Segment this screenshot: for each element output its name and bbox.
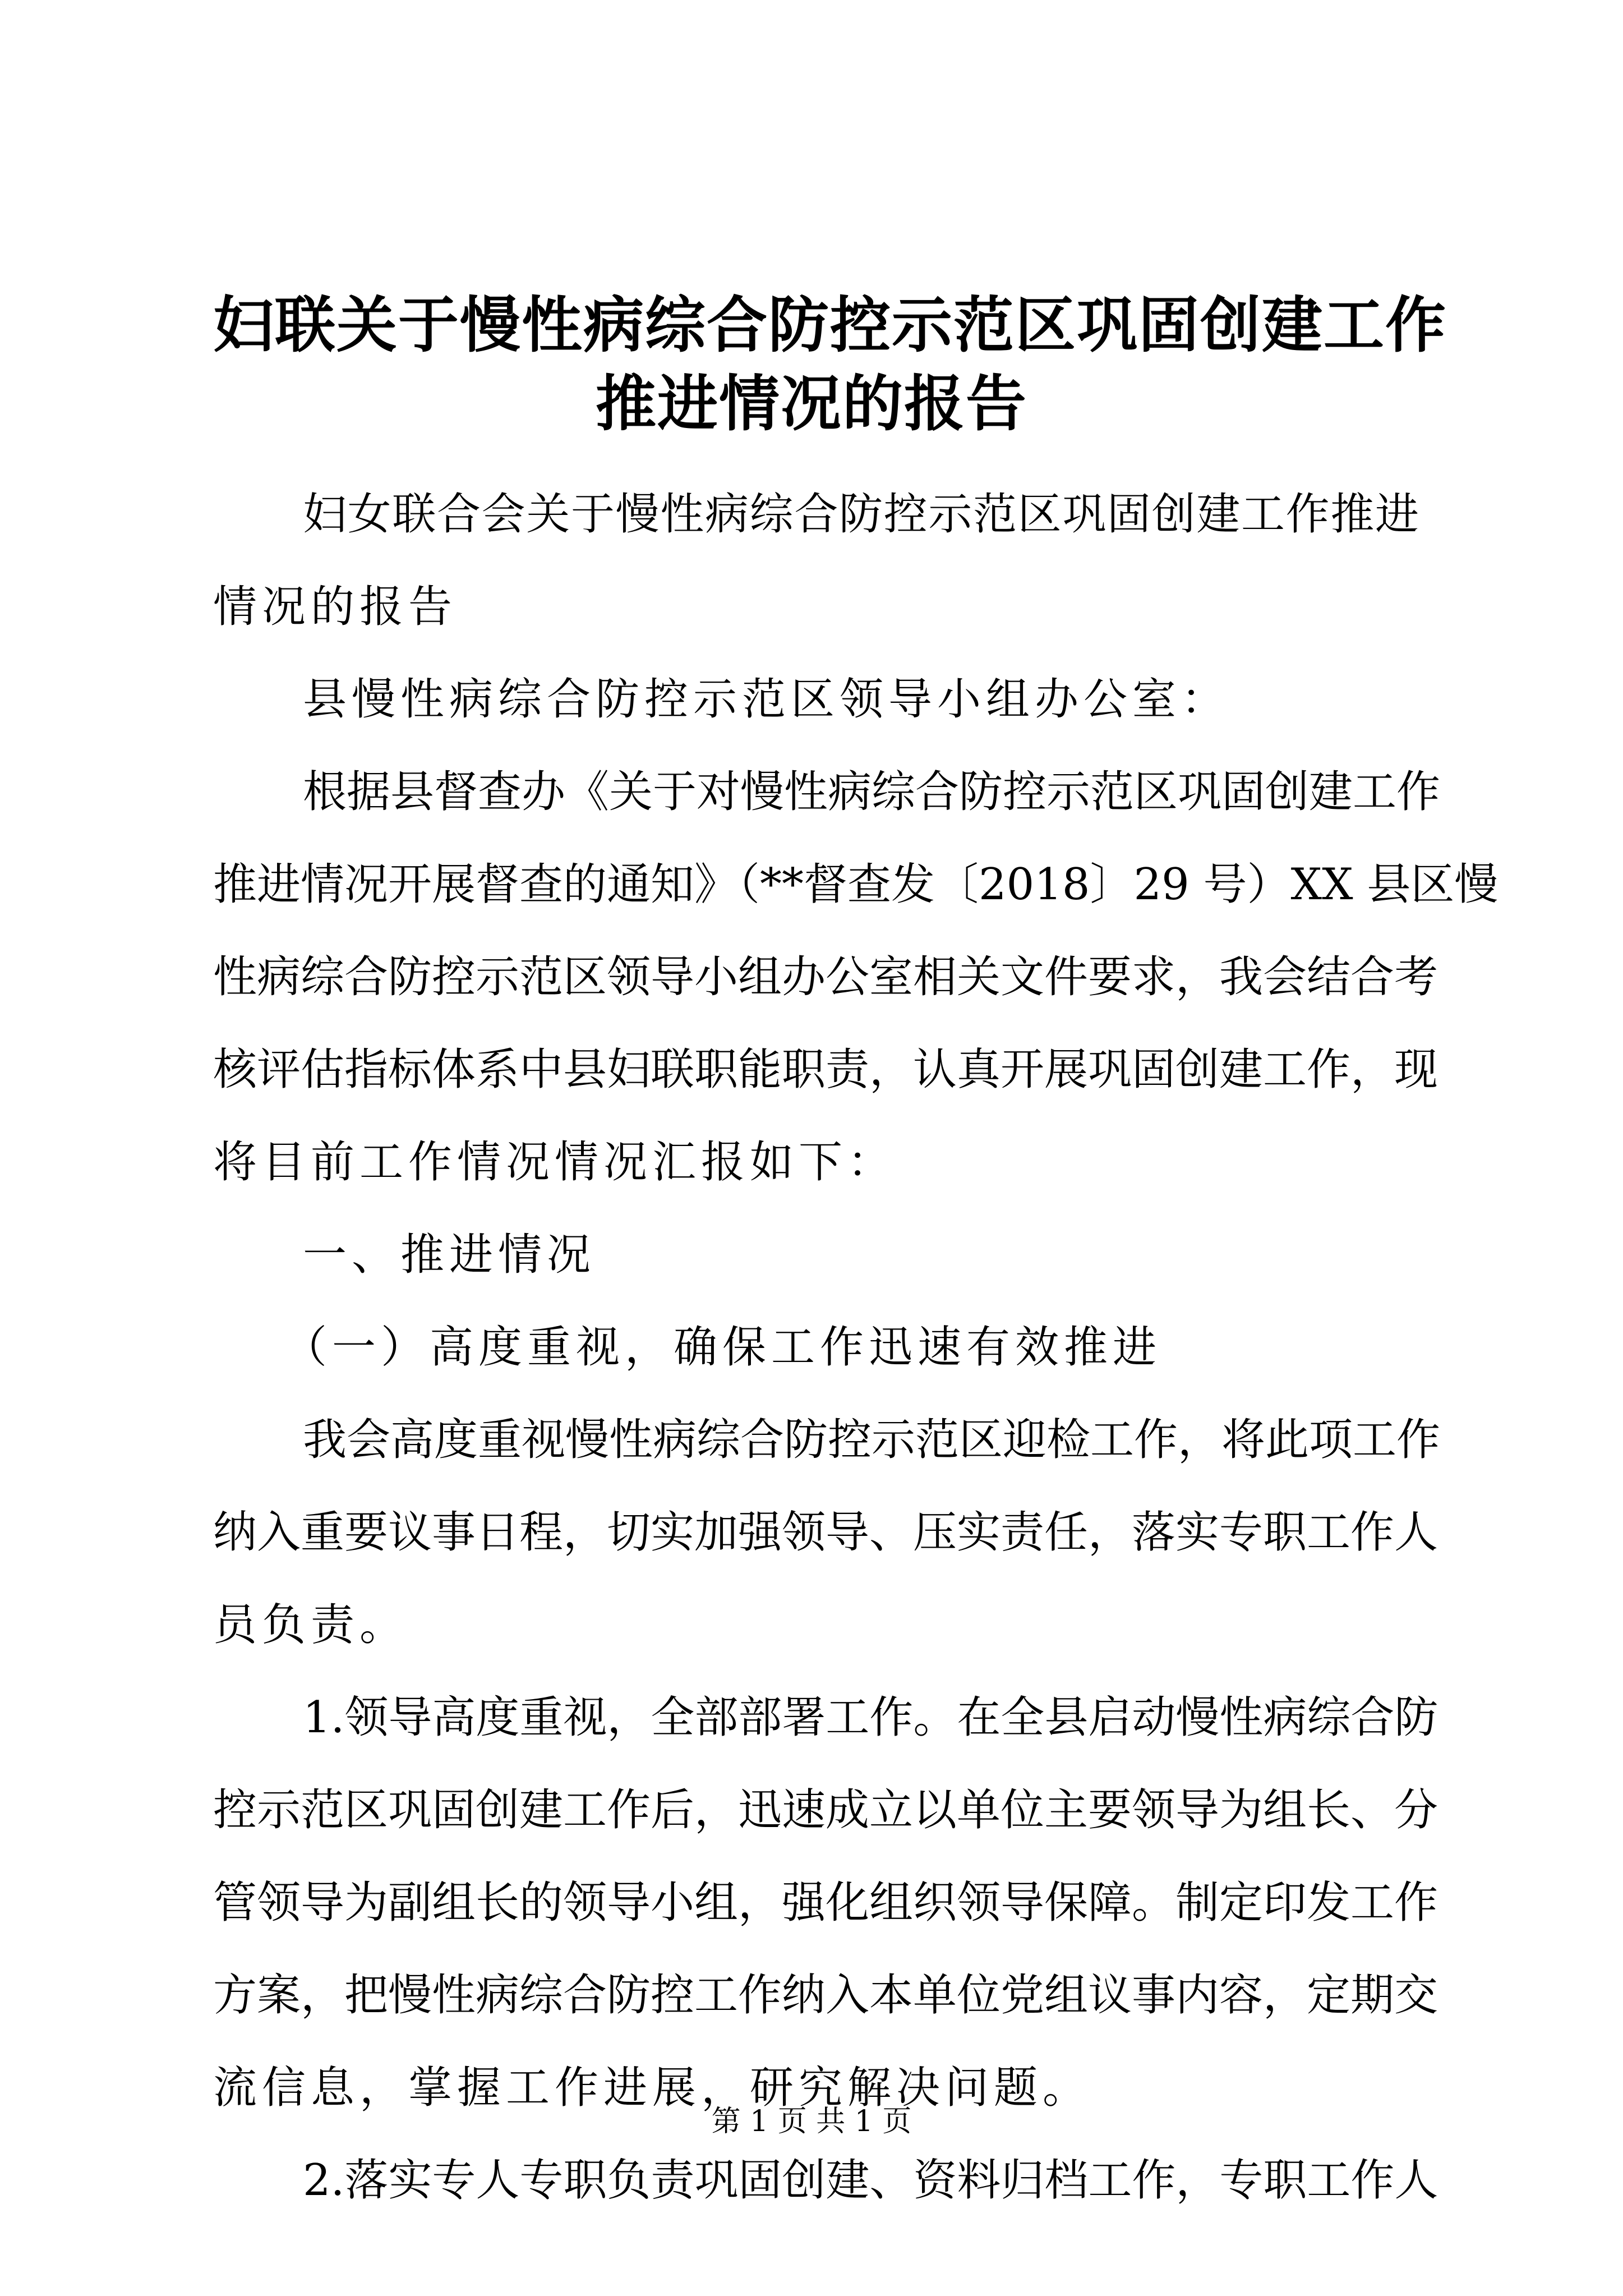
paragraph-line: 流信息，掌握工作进展，研究解决问题。 [213,2063,1092,2113]
document-body [213,468,1498,2227]
document-title-line-1: 妇联关于慢性病综合防控示范区巩固创建工作 [213,290,1447,361]
section-heading: 一、推进情况 [303,1230,596,1280]
paragraph-line: 方案，把慢性病综合防控工作纳入本单位党组议事内容，定期交 [213,1970,1438,2021]
paragraph-line: 1.领导高度重视，全部部署工作。在全县启动慢性病综合防 [303,1692,1438,1743]
paragraph-line: 控示范区巩固创建工作后，迅速成立以单位主要领导为组长、分 [213,1785,1438,1835]
subsection-heading: （一）高度重视，确保工作迅速有效推进 [283,1322,1162,1373]
paragraph-line: 县慢性病综合防控示范区领导小组办公室： [303,674,1230,725]
paragraph-line: 妇女联合会关于慢性病综合防控示范区巩固创建工作推进 [303,489,1419,540]
paragraph-line: 纳入重要议事日程，切实加强领导、压实责任，落实专职工作人 [213,1507,1438,1558]
paragraph-line: 推进情况开展督查的通知》（**督查发〔2018〕29 号）XX 县区慢 [213,859,1498,910]
paragraph-line: 我会高度重视慢性病综合防控示范区迎检工作，将此项工作 [303,1415,1441,1465]
paragraph-line: 管领导为副组长的领导小组，强化组织领导保障。制定印发工作 [213,1878,1438,1928]
page-footer: 第 1 页 共 1 页 [711,2105,912,2138]
paragraph-line: 性病综合防控示范区领导小组办公室相关文件要求，我会结合考 [213,952,1438,1002]
paragraph-line: 根据县督查办《关于对慢性病综合防控示范区巩固创建工作 [303,767,1441,817]
paragraph-line: 情况的报告 [213,582,458,632]
document-title-line-2: 推进情况的报告 [595,369,1027,439]
paragraph-line: 员负责。 [213,1600,409,1650]
paragraph-line: 2.落实专人专职负责巩固创建、资料归档工作，专职工作人 [303,2155,1438,2206]
paragraph-line: 将目前工作情况情况汇报如下： [213,1137,897,1188]
paragraph-line: 核评估指标体系中县妇联职能职责，认真开展巩固创建工作，现 [213,1045,1438,1095]
